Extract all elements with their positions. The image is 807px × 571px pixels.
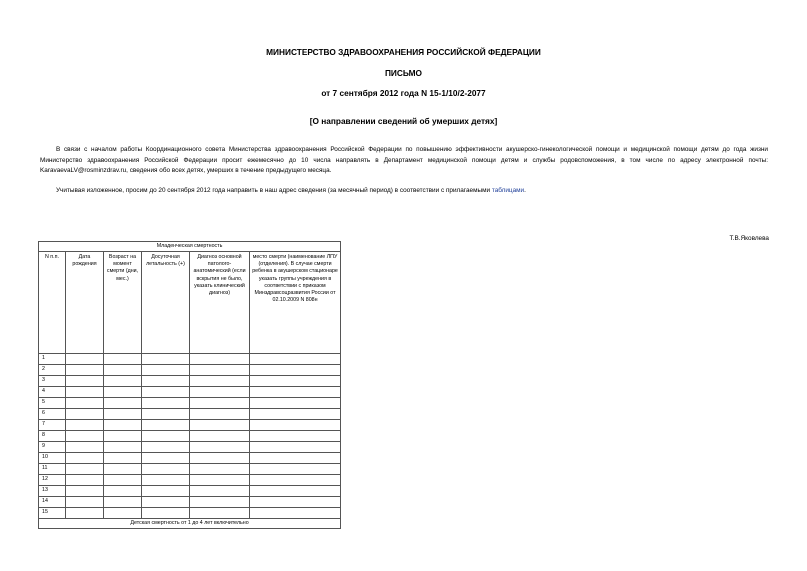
row-number: 14 (39, 497, 66, 508)
column-header-number: N п.п. (39, 252, 66, 354)
table-cell (142, 431, 190, 442)
signature: Т.В.Яковлева (729, 235, 769, 242)
row-number: 10 (39, 453, 66, 464)
ministry-title: МИНИСТЕРСТВО ЗДРАВООХРАНЕНИЯ РОССИЙСКОЙ ФЕДЕРАЦИИ (266, 47, 541, 57)
table-cell (66, 365, 104, 376)
table-cell (104, 486, 142, 497)
row-number: 15 (39, 508, 66, 519)
table-header-row (39, 252, 341, 354)
table-row (39, 497, 341, 508)
table-cell (190, 497, 250, 508)
column-header-birth-date: Дата рождения (66, 252, 104, 354)
table-cell (142, 464, 190, 475)
table-cell (104, 376, 142, 387)
table-cell (66, 431, 104, 442)
table-cell (66, 387, 104, 398)
table-title: Младенческая смертность (39, 242, 341, 252)
table-cell (190, 376, 250, 387)
table-cell (190, 420, 250, 431)
body-paragraph-1: В связи с началом работы Координационного совета Министерства здравоохранения Российской Федерации по повышению эффективности акушерско-гинекологической помощи и медицинской помощи детям до года жизни Министерство здравоохранения Российской Федерации просит ежемесячно до 10 числа направлять в Департамент медицинской помощи детям и службы родовспоможения, в том числе по адресу электронной почты: KaravaevaLV@rosminzdrav.ru, сведения обо всех детях, умерших в течение предыдущего месяца. (40, 146, 768, 174)
table-cell (104, 453, 142, 464)
table-cell (250, 486, 341, 497)
table-cell (250, 442, 341, 453)
column-header-place-of-death: место смерти (наименование ЛПУ (отделения). В случае смерти ребенка в акушерском стационаре указать группы учреждения в соответствии с приказом Минздравсоцразвития России от 02.10.2009 N 808н (250, 252, 341, 354)
table-row (39, 442, 341, 453)
table-cell (104, 431, 142, 442)
column-header-early-mortality: Досуточная летальность (+) (142, 252, 190, 354)
table-row (39, 376, 341, 387)
table-row (39, 486, 341, 497)
table-cell (190, 387, 250, 398)
table-row (39, 475, 341, 486)
table-cell (142, 387, 190, 398)
row-number: 5 (39, 398, 66, 409)
table-cell (250, 497, 341, 508)
table-cell (142, 365, 190, 376)
row-number: 1 (39, 354, 66, 365)
table-cell (66, 376, 104, 387)
table-cell (104, 354, 142, 365)
table-cell (66, 398, 104, 409)
infant-mortality-table (38, 241, 341, 529)
table-cell (250, 365, 341, 376)
table-cell (104, 508, 142, 519)
table-cell (104, 365, 142, 376)
row-number: 9 (39, 442, 66, 453)
table-cell (250, 376, 341, 387)
table-cell (66, 486, 104, 497)
table-cell (250, 420, 341, 431)
table-cell (104, 398, 142, 409)
table-cell (250, 508, 341, 519)
table-cell (142, 508, 190, 519)
table-cell (190, 475, 250, 486)
table-cell (190, 409, 250, 420)
table-row (39, 387, 341, 398)
column-header-age-at-death: Возраст на момент смерти (дни, мес.) (104, 252, 142, 354)
table-cell (142, 420, 190, 431)
row-number: 8 (39, 431, 66, 442)
row-number: 6 (39, 409, 66, 420)
document-date-number: от 7 сентября 2012 года N 15-1/10/2-2077 (321, 88, 486, 98)
table-cell (104, 475, 142, 486)
table-cell (250, 354, 341, 365)
table-cell (190, 508, 250, 519)
table-cell (66, 497, 104, 508)
table-cell (142, 354, 190, 365)
table-cell (66, 475, 104, 486)
body-paragraph-2 (40, 186, 768, 197)
table-row (39, 464, 341, 475)
table-cell (104, 497, 142, 508)
table-cell (190, 453, 250, 464)
table-row (39, 508, 341, 519)
table-cell (190, 354, 250, 365)
table-row (39, 453, 341, 464)
table-row (39, 431, 341, 442)
table-cell (66, 453, 104, 464)
table-cell (190, 365, 250, 376)
table-cell (142, 475, 190, 486)
document-subject: [О направлении сведений об умерших детях] (309, 116, 498, 126)
table-row (39, 409, 341, 420)
table-cell (250, 453, 341, 464)
row-number: 7 (39, 420, 66, 431)
tables-link[interactable]: таблицами (491, 187, 525, 194)
table-cell (142, 486, 190, 497)
column-header-diagnosis: Диагноз основной патолого-анатомический (если вскрытия не было, указать клинический диагноз) (190, 252, 250, 354)
table-cell (250, 464, 341, 475)
row-number: 11 (39, 464, 66, 475)
table-cell (190, 398, 250, 409)
table-cell (250, 398, 341, 409)
document-type: ПИСЬМО (384, 68, 423, 78)
table-cell (142, 409, 190, 420)
table-cell (250, 409, 341, 420)
row-number: 13 (39, 486, 66, 497)
table-row (39, 354, 341, 365)
table-row (39, 365, 341, 376)
table-cell (142, 398, 190, 409)
table-cell (66, 354, 104, 365)
table-cell (142, 442, 190, 453)
table-cell (66, 464, 104, 475)
table-cell (190, 464, 250, 475)
paragraph-2-text: Учитывая изложенное, просим до 20 сентября 2012 года направить в наш адрес сведения (за месячный период) в соответствии с прилагаемыми (56, 187, 492, 194)
table-row (39, 398, 341, 409)
table-cell (66, 442, 104, 453)
table-cell (104, 442, 142, 453)
table-cell (190, 431, 250, 442)
table-cell (104, 409, 142, 420)
table-cell (250, 431, 341, 442)
paragraph-2-end: . (524, 187, 526, 194)
table-cell (142, 376, 190, 387)
row-number: 3 (39, 376, 66, 387)
table-cell (190, 486, 250, 497)
table-cell (66, 508, 104, 519)
table-footer: Детская смертность от 1 до 4 лет включительно (39, 519, 341, 529)
table-cell (104, 420, 142, 431)
table-cell (104, 387, 142, 398)
table-cell (142, 453, 190, 464)
table-cell (250, 387, 341, 398)
table-cell (190, 442, 250, 453)
table-cell (104, 464, 142, 475)
table-cell (142, 497, 190, 508)
table-row (39, 420, 341, 431)
table-cell (250, 475, 341, 486)
row-number: 2 (39, 365, 66, 376)
row-number: 4 (39, 387, 66, 398)
row-number: 12 (39, 475, 66, 486)
table-cell (66, 420, 104, 431)
table-cell (66, 409, 104, 420)
